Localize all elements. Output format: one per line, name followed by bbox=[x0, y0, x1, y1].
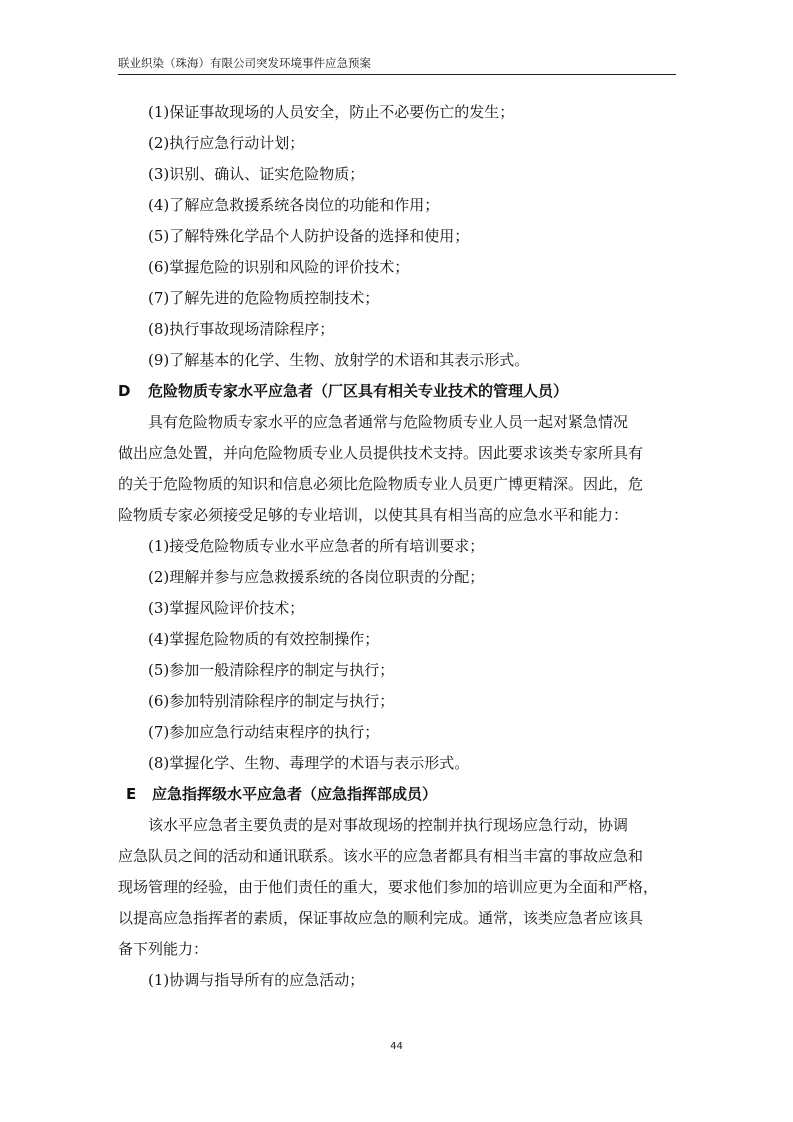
section-letter: D bbox=[118, 382, 131, 400]
list-item: (3)识别、确认、证实危险物质； bbox=[148, 165, 365, 183]
list-item: (3)掌握风险评价技术； bbox=[148, 599, 305, 617]
section-e-paragraph bbox=[118, 810, 676, 965]
list-item: (4)掌握危险物质的有效控制操作； bbox=[148, 630, 380, 648]
page-number: 44 bbox=[390, 1041, 403, 1052]
list-item: (7)了解先进的危险物质控制技术； bbox=[148, 289, 380, 307]
list-item: (8)掌握化学、生物、毒理学的术语与表示形式。 bbox=[148, 754, 470, 772]
list-item: (6)参加特别清除程序的制定与执行； bbox=[148, 692, 395, 710]
paragraph-line: 现场管理的经验，由于他们责任的重大，要求他们参加的培训应更为全面和严格， bbox=[118, 878, 659, 896]
list-item: (8)执行事故现场清除程序； bbox=[148, 320, 335, 338]
section-title: 应急指挥级水平应急者（应急指挥部成员） bbox=[152, 785, 438, 803]
list-item: (5)参加一般清除程序的制定与执行； bbox=[148, 661, 395, 679]
paragraph-line: 以提高应急指挥者的素质，保证事故应急的顺利完成。通常，该类应急者应该具 bbox=[118, 909, 644, 927]
paragraph-line: 具有危险物质专家水平的应急者通常与危险物质专业人员一起对紧急情况 bbox=[148, 413, 629, 431]
paragraph-line: 险物质专家必须接受足够的专业培训，以使其具有相当高的应急水平和能力： bbox=[118, 506, 629, 524]
list-item: (1)接受危险物质专业水平应急者的所有培训要求； bbox=[148, 537, 485, 555]
list-item: (9)了解基本的化学、生物、放射学的术语和其表示形式。 bbox=[148, 351, 530, 369]
list-item: (6)掌握危险的识别和风险的评价技术； bbox=[148, 258, 410, 276]
section-heading-e bbox=[118, 779, 676, 810]
paragraph-line: 备下列能力： bbox=[118, 940, 209, 958]
list-item: (2)执行应急行动计划； bbox=[148, 134, 305, 152]
section-letter: E bbox=[126, 785, 137, 803]
list-item: (7)参加应急行动结束程序的执行； bbox=[148, 723, 380, 741]
header-title: 联业织染（珠海）有限公司突发环境事件应急预案 bbox=[118, 56, 371, 70]
paragraph-line: 的关于危险物质的知识和信息必须比危险物质专业人员更广博更精深。因此，危 bbox=[118, 475, 644, 493]
section-heading-d bbox=[118, 376, 676, 407]
list-item: (5)了解特殊化学品个人防护设备的选择和使用； bbox=[148, 227, 470, 245]
section-d-paragraph bbox=[118, 407, 676, 531]
list-item: (4)了解应急救援系统各岗位的功能和作用； bbox=[148, 196, 440, 214]
list-item: (1)协调与指导所有的应急活动； bbox=[148, 971, 365, 989]
list-item: (2)理解并参与应急救援系统的各岗位职责的分配； bbox=[148, 568, 485, 586]
paragraph-line: 应急队员之间的活动和通讯联系。该水平的应急者都具有相当丰富的事故应急和 bbox=[118, 847, 644, 865]
list-item: (1)保证事故现场的人员安全，防止不必要伤亡的发生； bbox=[148, 103, 515, 121]
section-title: 危险物质专家水平应急者（厂区具有相关专业技术的管理人员） bbox=[148, 382, 569, 400]
paragraph-line: 做出应急处置，并向危险物质专业人员提供技术支持。因此要求该类专家所具有 bbox=[118, 444, 644, 462]
paragraph-line: 该水平应急者主要负责的是对事故现场的控制并执行现场应急行动，协调 bbox=[148, 816, 629, 834]
document-body bbox=[118, 97, 676, 996]
page-header bbox=[118, 54, 676, 74]
header-divider bbox=[118, 74, 676, 75]
